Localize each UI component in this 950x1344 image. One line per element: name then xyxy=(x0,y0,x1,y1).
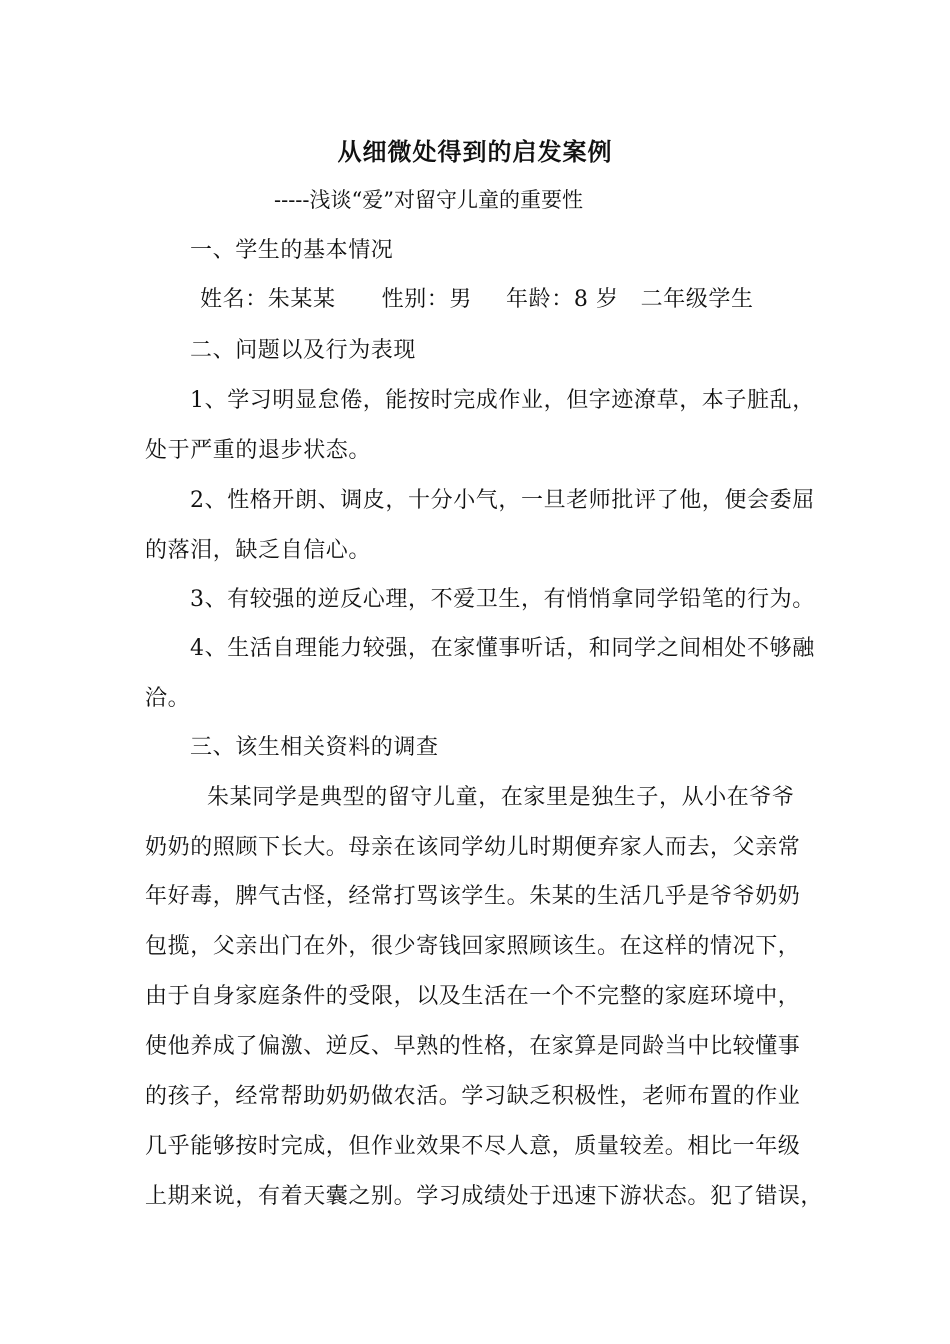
section2-line: 的落泪，缺乏自信心。 xyxy=(145,538,372,563)
section3-line: 朱某同学是典型的留守儿童，在家里是独生子，从小在爷爷 xyxy=(207,785,795,810)
document-subtitle: -----浅谈“爱”对留守儿童的重要性 xyxy=(274,188,583,212)
student-info-row xyxy=(200,285,880,315)
section3-line: 包揽，父亲出门在外，很少寄钱回家照顾该生。在这样的情况下， xyxy=(145,934,801,959)
section2-heading: 二、问题以及行为表现 xyxy=(190,338,417,363)
student-grade: 二年级学生 xyxy=(640,287,754,312)
section2-line: 2、性格开朗、调皮，十分小气，一旦老师批评了他，便会委屈 xyxy=(190,488,815,513)
student-gender: 性别：男 xyxy=(381,287,473,312)
section2-line: 3、有较强的逆反心理，不爱卫生，有悄悄拿同学铅笔的行为。 xyxy=(190,587,815,612)
section3-line: 由于自身家庭条件的受限，以及生活在一个不完整的家庭环境中， xyxy=(145,984,801,1009)
document-title: 从细微处得到的启发案例 xyxy=(337,137,613,166)
section2-line: 处于严重的退步状态。 xyxy=(145,438,372,463)
section3-line: 的孩子，经常帮助奶奶做农活。学习缺乏积极性，老师布置的作业 xyxy=(145,1084,801,1109)
section2-line: 1、学习明显怠倦，能按时完成作业，但字迹潦草，本子脏乱， xyxy=(190,388,815,413)
section1-heading: 一、学生的基本情况 xyxy=(190,238,394,263)
student-name: 姓名：朱某某 xyxy=(200,287,336,312)
section3-line: 奶奶的照顾下长大。母亲在该同学幼儿时期便弃家人而去，父亲常 xyxy=(145,835,801,860)
section3-line: 几乎能够按时完成，但作业效果不尽人意，质量较差。相比一年级 xyxy=(145,1134,801,1159)
section3-line: 年好毒，脾气古怪，经常打骂该学生。朱某的生活几乎是爷爷奶奶 xyxy=(145,884,801,909)
section2-line: 4、生活自理能力较强，在家懂事听话，和同学之间相处不够融 xyxy=(190,636,815,661)
section2-line: 洽。 xyxy=(145,686,191,711)
student-age: 年龄：8 岁 xyxy=(506,287,619,312)
section3-line: 使他养成了偏激、逆反、早熟的性格，在家算是同龄当中比较懂事 xyxy=(145,1034,801,1059)
section3-line: 上期来说，有着天囊之别。学习成绩处于迅速下游状态。犯了错误， xyxy=(145,1184,824,1209)
section3-heading: 三、该生相关资料的调查 xyxy=(190,735,439,760)
